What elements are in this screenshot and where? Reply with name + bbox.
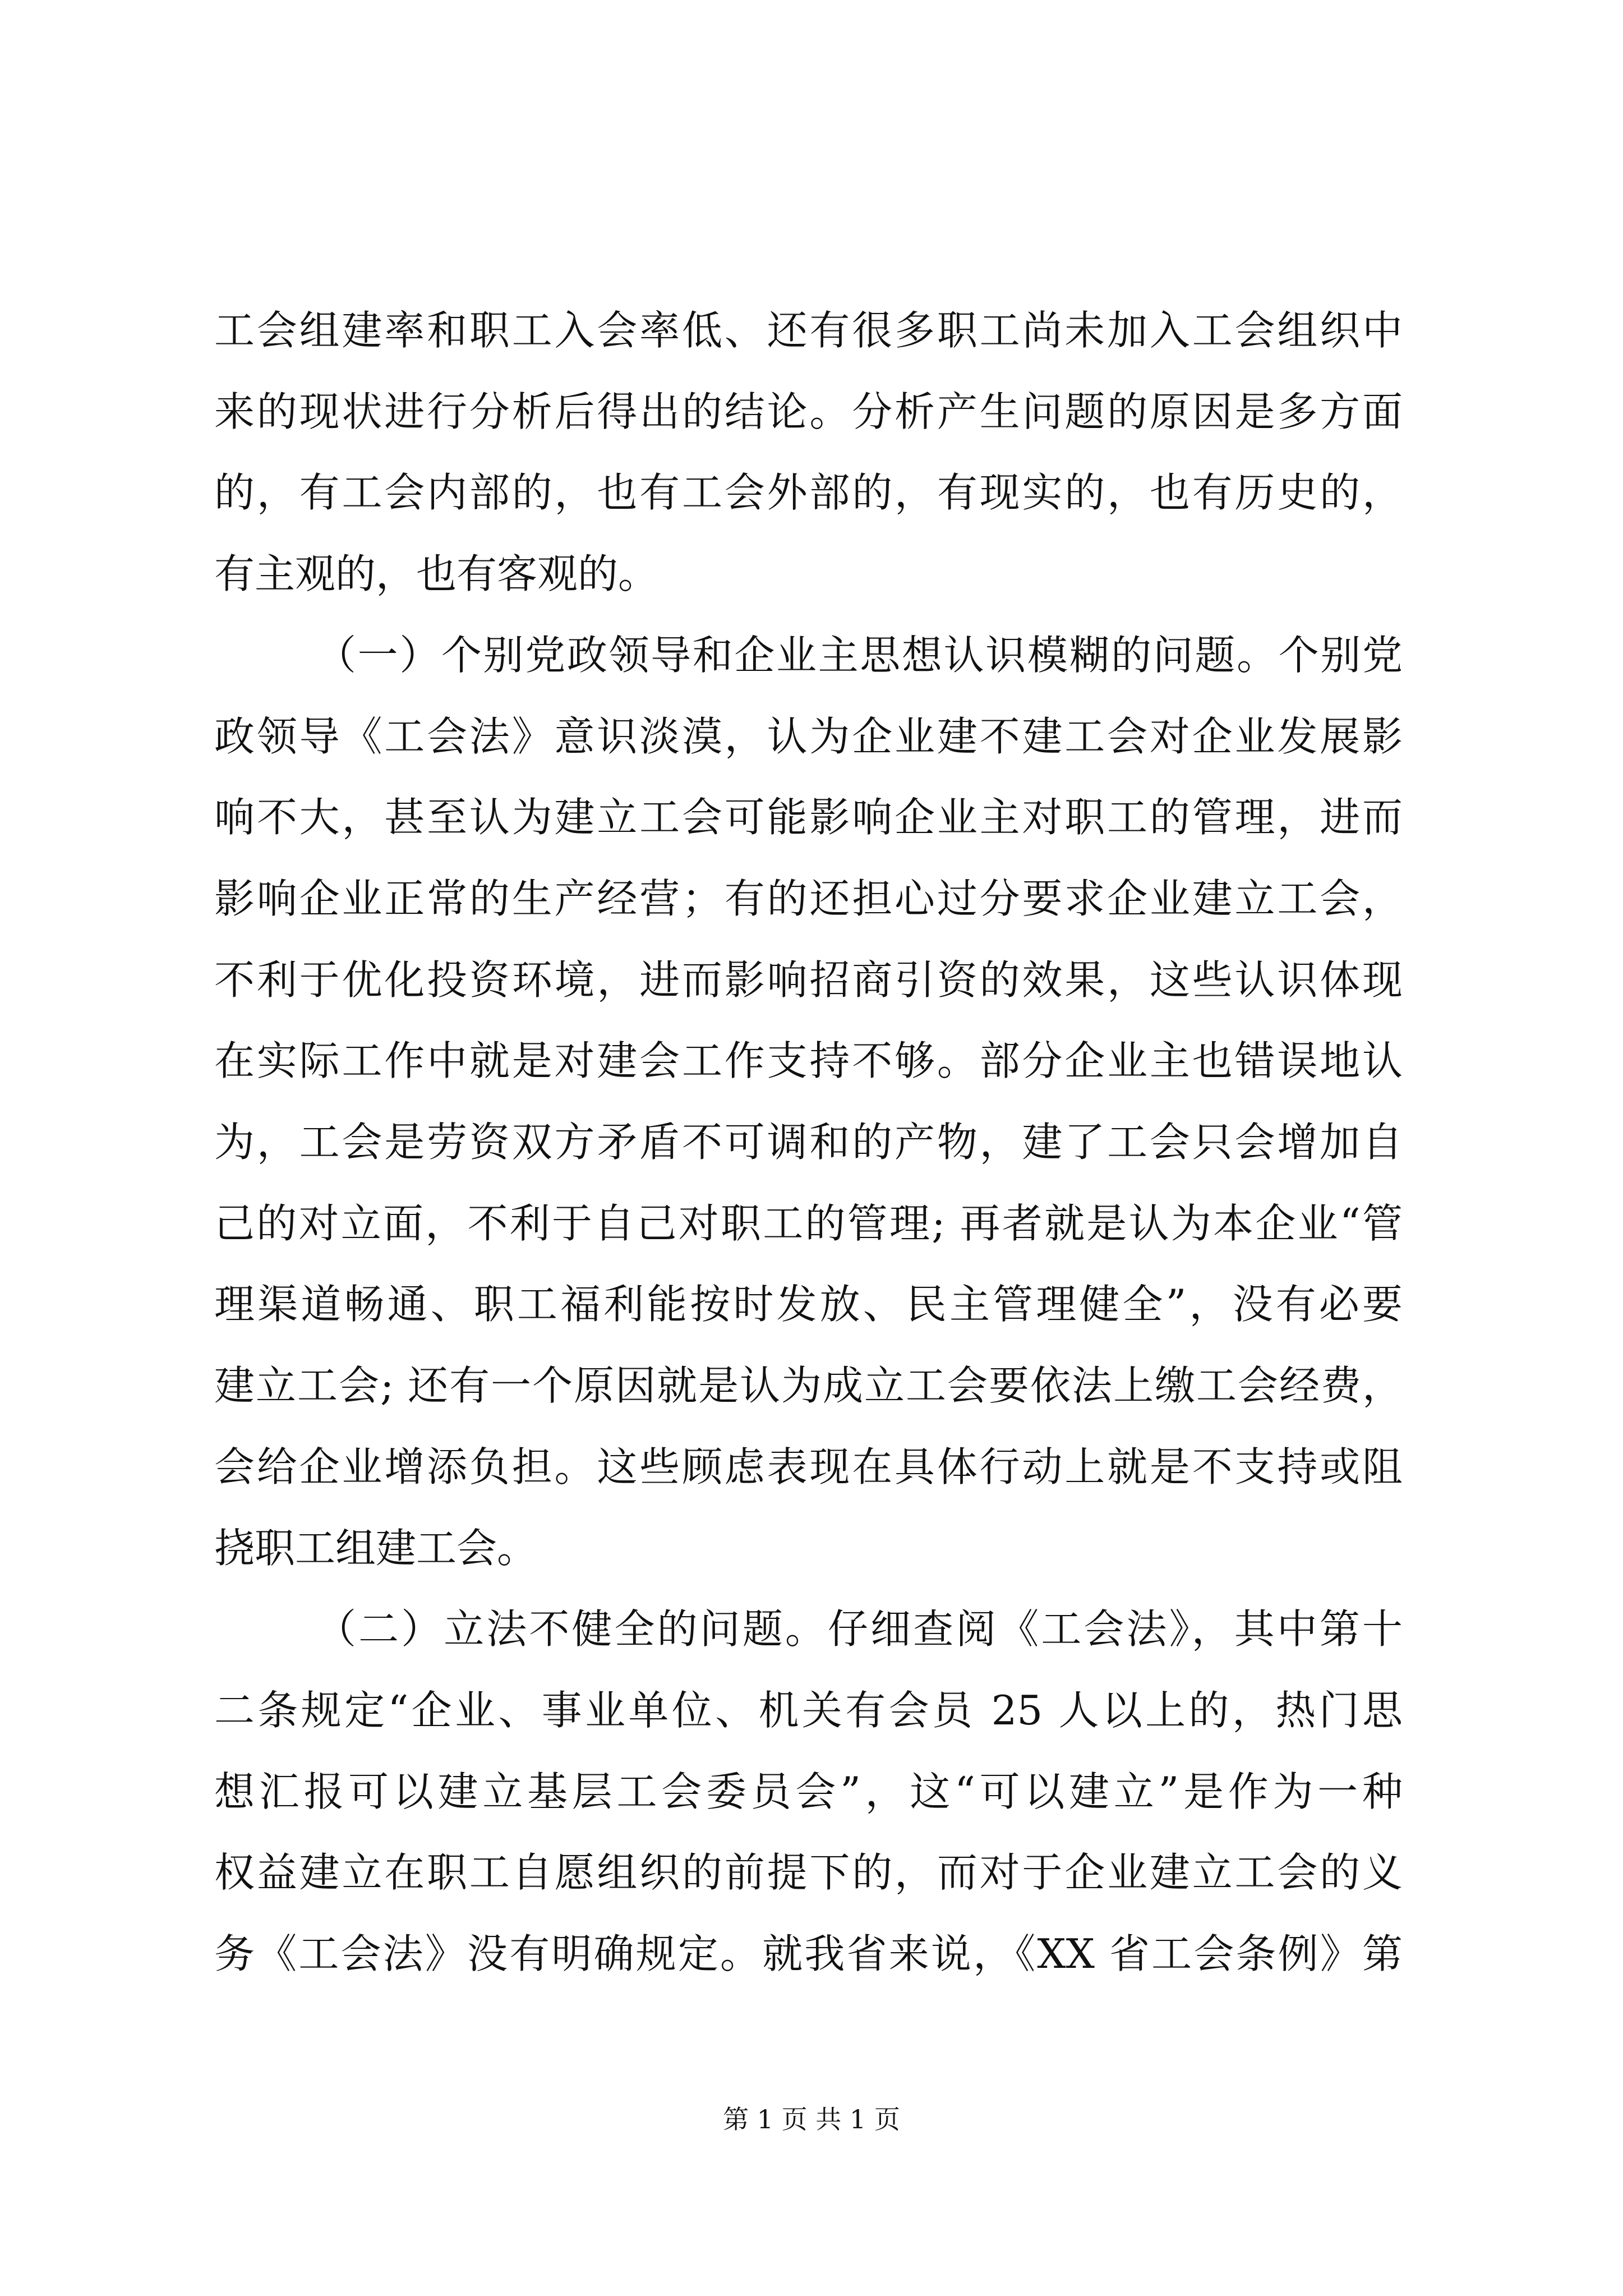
body-text-line: 二条规定“企业、事业单位、机关有会员 25 人以上的，热门思 xyxy=(214,1687,1403,1734)
body-text-line: 会给企业增添负担。这些顾虑表现在具体行动上就是不支持或阻 xyxy=(214,1443,1403,1490)
body-text-line: 为，工会是劳资双方矛盾不可调和的产物，建了工会只会增加自 xyxy=(214,1119,1403,1166)
body-text-line: 理渠道畅通、职工福利能按时发放、民主管理健全”，没有必要 xyxy=(214,1281,1403,1328)
body-text-line: 的，有工会内部的，也有工会外部的，有现实的，也有历史的， xyxy=(214,469,1403,516)
body-text-line: 有主观的，也有客观的。 xyxy=(214,550,659,597)
body-text-line: 权益建立在职工自愿组织的前提下的，而对于企业建立工会的义 xyxy=(214,1849,1403,1896)
section-heading-line: （二）立法不健全的问题。仔细查阅《工会法》，其中第十 xyxy=(316,1605,1403,1653)
body-text-line: 务《工会法》没有明确规定。就我省来说，《XX 省工会条例》第 xyxy=(214,1930,1403,1977)
body-text-line: 工会组建率和职工入会率低、还有很多职工尚未加入工会组织中 xyxy=(214,307,1403,354)
body-text-line: 想汇报可以建立基层工会委员会”，这“可以建立”是作为一种 xyxy=(214,1768,1403,1815)
body-text-line: 政领导《工会法》意识淡漠，认为企业建不建工会对企业发展影 xyxy=(214,713,1403,760)
body-text-line: 在实际工作中就是对建会工作支持不够。部分企业主也错误地认 xyxy=(214,1037,1403,1084)
body-text-line: 响不大，甚至认为建立工会可能影响企业主对职工的管理，进而 xyxy=(214,794,1403,841)
body-text-line: 来的现状进行分析后得出的结论。分析产生问题的原因是多方面 xyxy=(214,388,1403,435)
page-footer: 第 1 页 共 1 页 xyxy=(723,2104,900,2134)
body-text-line: 建立工会; 还有一个原因就是认为成立工会要依法上缴工会经费， xyxy=(214,1362,1403,1409)
section-heading-line: （一）个别党政领导和企业主思想认识模糊的问题。个别党 xyxy=(316,632,1403,679)
body-text-line: 不利于优化投资环境，进而影响招商引资的效果，这些认识体现 xyxy=(214,956,1403,1004)
body-text-line: 己的对立面，不利于自己对职工的管理; 再者就是认为本企业“管 xyxy=(214,1200,1403,1247)
body-text-line: 挠职工组建工会。 xyxy=(214,1525,538,1572)
body-text-line: 影响企业正常的生产经营；有的还担心过分要求企业建立工会， xyxy=(214,875,1403,922)
